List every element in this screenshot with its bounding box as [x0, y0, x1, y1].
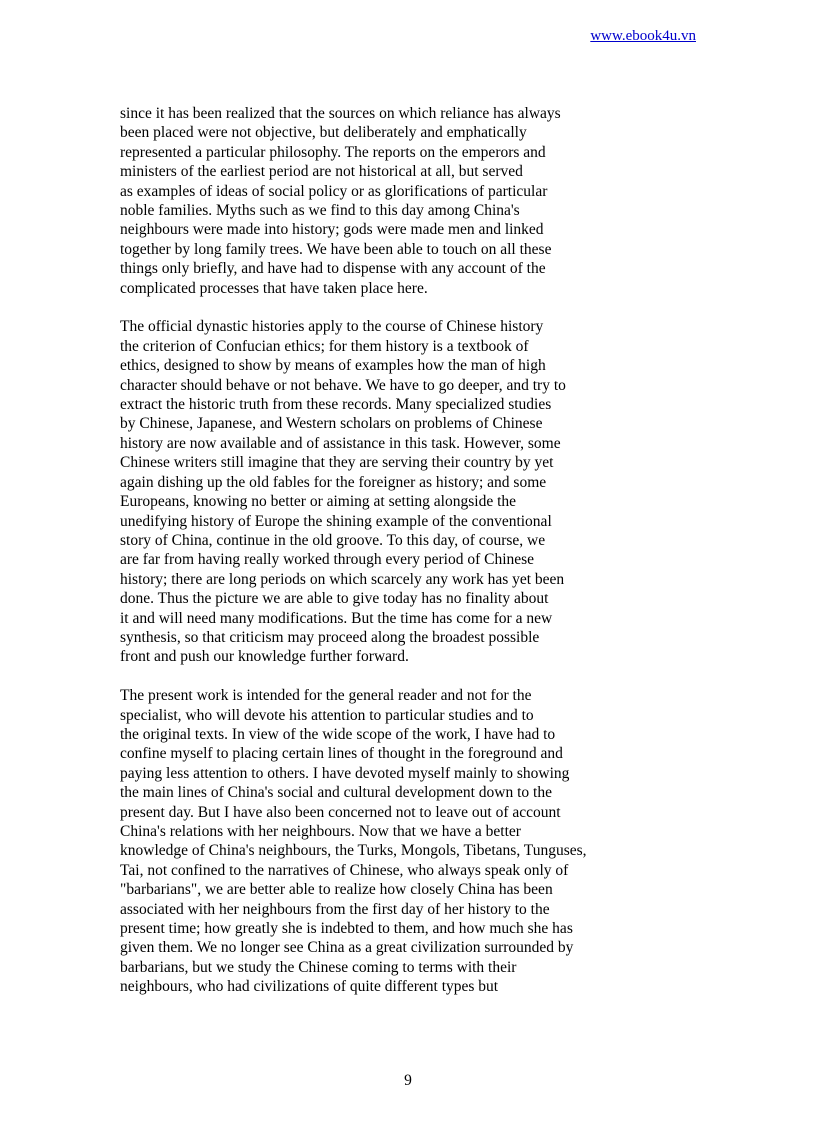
paragraph-1	[120, 104, 620, 298]
text-line: done. Thus the picture we are able to give today has no finality about	[120, 590, 549, 608]
text-line: extract the historic truth from these records. Many specialized studies	[120, 396, 552, 414]
text-line: things only briefly, and have had to dispense with any account of the	[120, 260, 546, 278]
website-link[interactable]: www.ebook4u.vn	[590, 28, 696, 44]
text-line: confine myself to placing certain lines of thought in the foreground and	[120, 745, 563, 763]
text-line: paying less attention to others. I have devoted myself mainly to showing	[120, 764, 570, 782]
text-line: The present work is intended for the general reader and not for the	[120, 687, 532, 705]
body-text	[120, 104, 620, 1016]
text-line: neighbours were made into history; gods were made men and linked	[120, 221, 544, 239]
text-line: been placed were not objective, but deliberately and emphatically	[120, 124, 527, 142]
text-line: the original texts. In view of the wide scope of the work, I have had to	[120, 725, 556, 743]
text-line: front and push our knowledge further forward.	[120, 648, 409, 666]
text-line: China's relations with her neighbours. Now that we have a better	[120, 823, 521, 840]
text-line: history; there are long periods on which scarcely any work has yet been	[120, 570, 565, 588]
text-line: complicated processes that have taken place here.	[120, 279, 428, 297]
text-line: The official dynastic histories apply to the course of Chinese history	[120, 318, 544, 336]
text-line: by Chinese, Japanese, and Western scholars on problems of Chinese	[120, 415, 543, 433]
text-line: barbarians, but we study the Chinese coming to terms with their	[120, 958, 517, 976]
text-line: since it has been realized that the sources on which reliance has always	[120, 105, 561, 122]
text-line: associated with her neighbours from the first day of her history to the	[120, 900, 550, 918]
text-line: present time; how greatly she is indebted to them, and how much she has	[120, 920, 573, 938]
text-line: are far from having really worked through every period of Chinese	[120, 551, 535, 569]
text-line: noble families. Myths such as we find to this day among China's	[120, 202, 520, 220]
text-line: again dishing up the old fables for the foreigner as history; and some	[120, 473, 547, 491]
text-line: "barbarians", we are better able to realize how closely China has been	[120, 881, 553, 899]
text-line: character should behave or not behave. We have to go deeper, and try to	[120, 376, 566, 394]
text-line: together by long family trees. We have been able to touch on all these	[120, 240, 552, 258]
text-line: given them. We no longer see China as a great civilization surrounded by	[120, 939, 574, 957]
text-line: specialist, who will devote his attention to particular studies and to	[120, 706, 534, 724]
text-line: ministers of the earliest period are not historical at all, but served	[120, 163, 523, 181]
text-line: neighbours, who had civilizations of quite different types but	[120, 978, 499, 996]
text-line: Europeans, knowing no better or aiming at setting alongside the	[120, 493, 517, 511]
text-line: ethics, designed to show by means of examples how the man of high	[120, 357, 546, 375]
paragraph-3	[120, 686, 620, 997]
text-line: represented a particular philosophy. The reports on the emperors and	[120, 143, 546, 161]
text-line: Chinese writers still imagine that they are serving their country by yet	[120, 454, 554, 472]
text-line: knowledge of China's neighbours, the Turks, Mongols, Tibetans, Tunguses,	[120, 842, 587, 860]
text-line: history are now available and of assistance in this task. However, some	[120, 434, 561, 452]
page-number: 9	[404, 1072, 412, 1089]
text-line: present day. But I have also been concerned not to leave out of account	[120, 803, 561, 821]
text-line: the criterion of Confucian ethics; for them history is a textbook of	[120, 337, 529, 355]
text-line: as examples of ideas of social policy or as glorifications of particular	[120, 182, 548, 200]
text-line: unedifying history of Europe the shining example of the conventional	[120, 512, 552, 530]
text-line: the main lines of China's social and cultural development down to the	[120, 784, 552, 802]
text-line: it and will need many modifications. But the time has come for a new	[120, 609, 553, 627]
text-line: Tai, not confined to the narratives of Chinese, who always speak only of	[120, 861, 569, 879]
paragraph-2	[120, 317, 620, 666]
text-line: story of China, continue in the old groove. To this day, of course, we	[120, 531, 546, 549]
text-line: synthesis, so that criticism may proceed along the broadest possible	[120, 628, 540, 646]
